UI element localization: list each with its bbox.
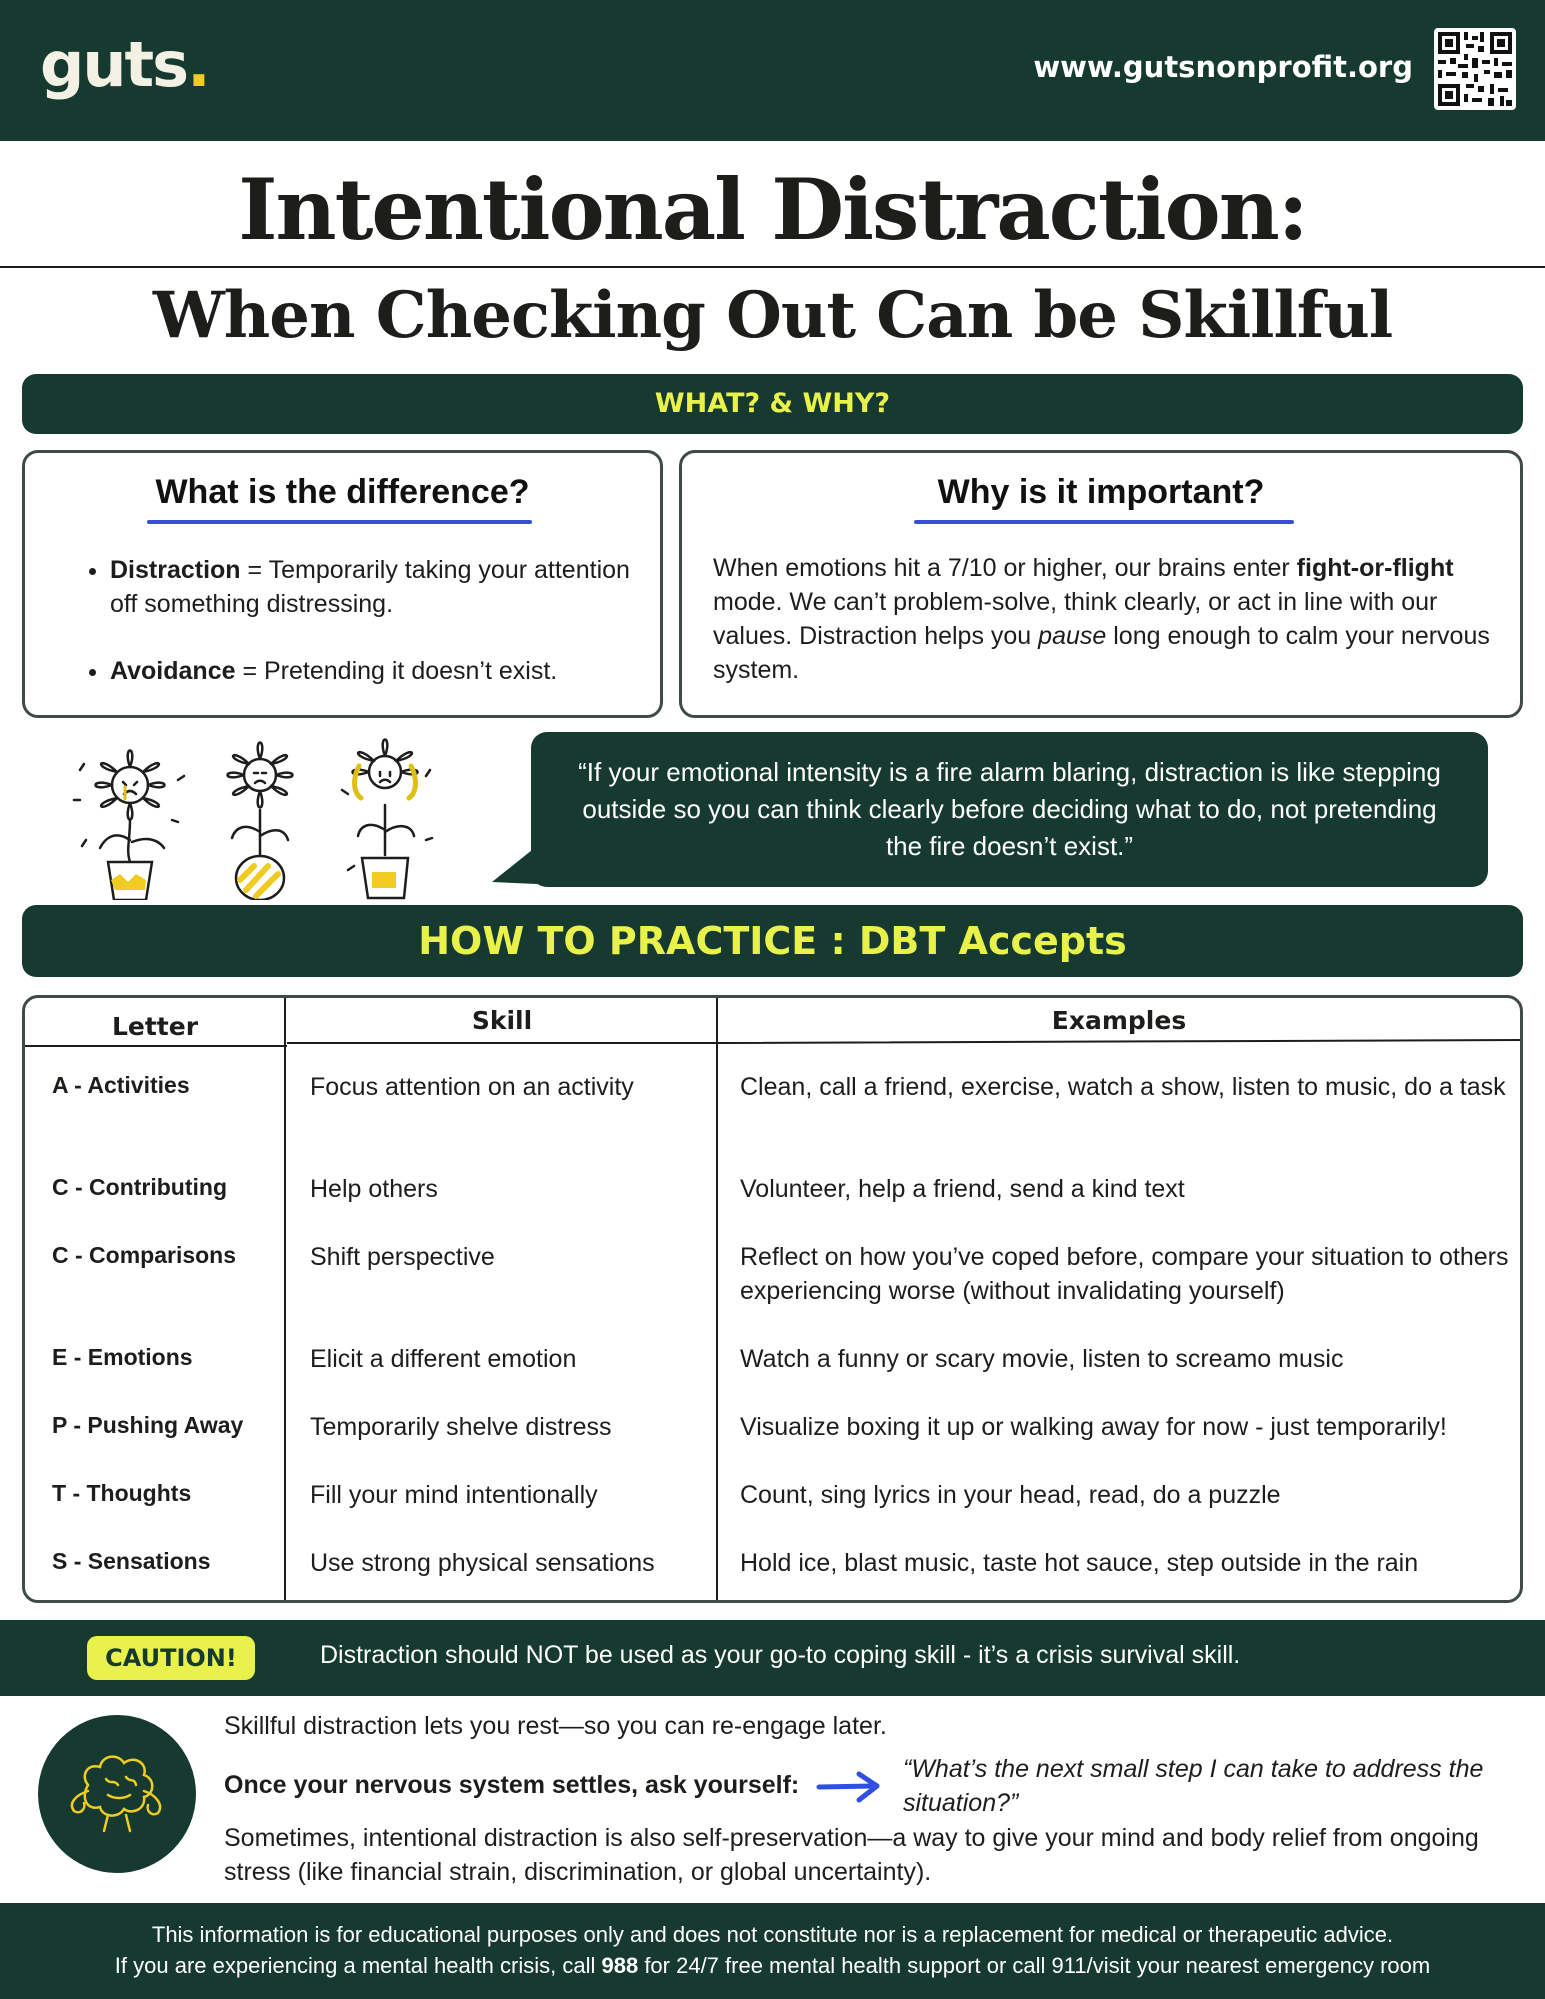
why-text <box>713 551 1493 687</box>
list-item <box>110 553 630 621</box>
caution-text: Distraction should NOT be used as your go-to coping skill - it’s a crisis survival skill. <box>320 1641 1241 1669</box>
crisis-number: 988 <box>601 1953 639 1978</box>
cell-letter: A - Activities <box>52 1072 190 1098</box>
cell-examples: Clean, call a friend, exercise, watch a show, listen to music, do a task <box>740 1073 1506 1101</box>
logo-text: guts <box>40 28 188 101</box>
why-text-part: When emotions hit a 7/10 or higher, our brains enter <box>713 554 1297 582</box>
cell-examples: Count, sing lyrics in your head, read, do a puzzle <box>740 1481 1281 1509</box>
term-definition: = Temporarily taking your attention off something distressing. <box>110 556 630 618</box>
why-text-part: mode. We can’t problem-solve, think clearly, or act in line with our values. Distraction helps you <box>713 588 1438 650</box>
column-header-skill: Skill <box>471 1006 533 1035</box>
difference-card <box>22 450 663 718</box>
difference-heading: What is the difference? <box>155 473 530 511</box>
what-why-section-bar: WHAT? & WHY? <box>22 374 1523 434</box>
cell-skill: Fill your mind intentionally <box>310 1481 598 1509</box>
cell-skill: Use strong physical sensations <box>310 1549 655 1577</box>
cell-letter: C - Comparisons <box>52 1242 237 1268</box>
page-title: Intentional Distraction: <box>238 160 1307 259</box>
footer <box>0 1903 1545 1999</box>
why-text-part: long enough to calm your nervous system. <box>713 622 1490 684</box>
caution-badge: CAUTION! <box>87 1636 255 1680</box>
how-to-practice-section-bar: HOW TO PRACTICE : DBT Accepts <box>22 905 1523 977</box>
cell-skill: Help others <box>310 1175 438 1203</box>
flower-pots-illustration <box>60 730 480 900</box>
header <box>0 0 1545 141</box>
cell-letter: T - Thoughts <box>52 1480 192 1506</box>
why-card <box>679 450 1523 718</box>
cell-examples: Hold ice, blast music, taste hot sauce, step outside in the rain <box>740 1549 1419 1577</box>
accepts-table <box>22 995 1523 1603</box>
skillful-text: Skillful distraction lets you rest—so you can re-engage later. <box>224 1712 887 1740</box>
cell-skill: Temporarily shelve distress <box>310 1413 612 1441</box>
page-subtitle: When Checking Out Can be Skillful <box>152 278 1393 353</box>
difference-list <box>85 553 630 721</box>
title-divider <box>0 266 1545 268</box>
arrow-right-icon <box>815 1770 883 1804</box>
list-item <box>110 654 630 688</box>
cell-examples: Volunteer, help a friend, send a kind text <box>740 1175 1185 1203</box>
cell-skill: Shift perspective <box>310 1243 495 1271</box>
caution-bar <box>0 1620 1545 1696</box>
cell-letter: S - Sensations <box>52 1548 211 1574</box>
column-divider <box>716 998 718 1600</box>
column-header-examples: Examples <box>1051 1006 1187 1035</box>
logo-dot: . <box>187 28 209 101</box>
quote-box: “If your emotional intensity is a fire alarm blaring, distraction is like stepping outside so you can think clearly before deciding what to do, not pretending the fire doesn’t exist.” <box>531 732 1488 887</box>
footer-crisis-line <box>0 1950 1545 1981</box>
column-header-letter: Letter <box>111 1012 199 1041</box>
ask-yourself-text: Once your nervous system settles, ask yourself: <box>224 1771 800 1799</box>
term-label: Avoidance <box>110 657 236 685</box>
cell-letter: E - Emotions <box>52 1344 193 1370</box>
logo[interactable] <box>40 28 209 101</box>
cell-examples: Reflect on how you’ve coped before, compare your situation to others experiencing worse (without invalidating yourself) <box>740 1243 1509 1305</box>
heading-underline <box>914 520 1294 524</box>
cell-letter: C - Contributing <box>52 1174 228 1200</box>
cell-examples: Visualize boxing it up or walking away for now - just temporarily! <box>740 1413 1447 1441</box>
footer-text-part: for 24/7 free mental health support or call 911/visit your nearest emergency room <box>638 1953 1431 1978</box>
cell-letter: P - Pushing Away <box>52 1412 244 1438</box>
cell-skill: Elicit a different emotion <box>310 1345 577 1373</box>
site-url-link[interactable]: www.gutsnonprofit.org <box>1033 50 1413 84</box>
self-preservation-text: Sometimes, intentional distraction is also self-preservation—a way to give your mind and body relief from ongoing stress (like financial strain, discrimination, or global uncertainty). <box>224 1824 1479 1886</box>
term-label: Distraction <box>110 556 241 584</box>
cell-examples: Watch a funny or scary movie, listen to screamo music <box>740 1345 1344 1373</box>
qr-code-icon <box>1434 28 1516 110</box>
why-heading: Why is it important? <box>937 473 1265 511</box>
footer-disclaimer: This information is for educational purposes only and does not constitute nor is a replacement for medical or therapeutic advice. <box>151 1922 1394 1947</box>
term-definition: = Pretending it doesn’t exist. <box>235 657 558 685</box>
speech-bubble-tail <box>492 846 537 886</box>
why-text-bold: fight-or-flight <box>1296 554 1454 582</box>
footer-text-part: If you are experiencing a mental health crisis, call <box>114 1953 602 1978</box>
cell-skill: Focus attention on an activity <box>310 1073 634 1101</box>
column-divider <box>284 998 286 1600</box>
heading-underline <box>147 520 532 524</box>
why-text-italic: pause <box>1038 622 1107 650</box>
reflection-question: “What’s the next small step I can take to address the situation?” <box>903 1755 1484 1817</box>
header-divider <box>25 1036 1523 1050</box>
brain-illustration <box>38 1715 196 1873</box>
